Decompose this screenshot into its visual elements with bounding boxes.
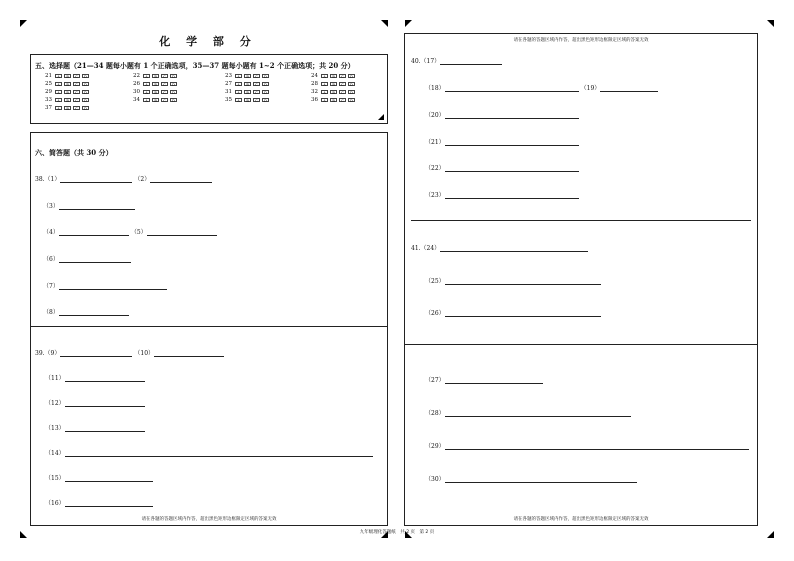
blank-10-line[interactable] [154,350,224,357]
q40-row-17 [411,56,502,65]
page-title: 化 学 部 分 [159,35,257,48]
choice-item-32 [307,89,357,95]
note-bottom-right: 请在各题的答题区域内作答，超出黑色矩形边框限定区域的答案无效 [513,517,649,522]
blank-1-label: （1） [44,176,61,183]
choice-option-bubble[interactable]: C [73,74,80,78]
choice-option-bubble[interactable]: A [55,74,62,78]
choice-item-34 [129,97,179,103]
choice-item-30 [129,89,179,95]
separator-line [411,220,751,221]
choice-item-29 [41,89,91,95]
extra-row-30 [425,474,637,483]
blank-2-label: （2） [134,176,151,183]
choice-option-bubble[interactable]: D [170,98,177,102]
q41-row-24 [411,243,588,252]
q38-row-8 [43,307,129,316]
choice-number: 34 [133,97,140,103]
q41-number: 41. [411,245,421,252]
blank-6-line[interactable] [59,256,131,263]
choice-option-bubble[interactable]: B [244,74,251,78]
blank-26-line[interactable] [445,310,601,317]
blank-26-label: （26） [425,310,445,317]
choice-option-bubble[interactable]: C [161,82,168,86]
blank-23-line[interactable] [445,192,579,199]
choice-option-bubble[interactable]: D [348,82,355,86]
extra-row-28 [425,408,631,417]
blank-16-line[interactable] [65,500,153,507]
choice-option-bubble[interactable]: D [348,98,355,102]
choice-number: 33 [45,97,52,103]
choice-option-bubble[interactable]: D [82,74,89,78]
choice-option-bubble[interactable]: C [73,90,80,94]
choice-option-bubble[interactable]: C [161,74,168,78]
choice-option-bubble[interactable]: C [161,90,168,94]
short-answer-section-38 [30,132,388,327]
blank-28-line[interactable] [445,410,631,417]
blank-27-line[interactable] [445,377,543,384]
choice-option-bubble[interactable]: A [235,82,242,86]
choice-option-bubble[interactable]: B [64,98,71,102]
blank-29-label: （29） [425,443,445,450]
extra-row-27 [425,375,543,384]
choice-option-bubble[interactable]: D [170,82,177,86]
choice-item-35 [221,97,271,103]
choice-option-bubble[interactable]: A [235,74,242,78]
q38-row-6 [43,254,131,263]
choice-option-bubble[interactable]: B [152,90,159,94]
blank-3-line[interactable] [59,203,135,210]
choice-option-bubble[interactable]: A [235,90,242,94]
short-answer-title: 六、简答题（共 30 分） [35,148,113,157]
choice-option-bubble[interactable]: D [82,82,89,86]
note-top-right: 请在各题的答题区域内作答，超出黑色矩形边框限定区域的答案无效 [513,38,649,43]
choice-title: 五、选择题（21—34 题每小题有 1 个正确选项，35—37 题每小题有 1~2 个正确选项；共 20 分） [35,61,355,70]
choice-option-bubble[interactable]: A [143,74,150,78]
page-footer: 九年级理化答题纸 共 2 页 第 2 页 [359,530,435,535]
choice-option-bubble[interactable]: D [170,90,177,94]
choice-option-bubble[interactable]: A [321,82,328,86]
choice-option-bubble[interactable]: A [143,98,150,102]
choice-option-bubble[interactable]: A [143,82,150,86]
right-upper-section [404,33,758,345]
blank-6-label: （6） [43,256,59,263]
q40-row-21 [425,137,579,146]
choice-option-bubble[interactable]: B [152,98,159,102]
blank-15-label: （15） [45,475,65,482]
choice-option-bubble[interactable]: C [253,90,260,94]
choice-item-31 [221,89,271,95]
blank-13-label: （13） [45,425,65,432]
blank-21-label: （21） [425,139,445,146]
q39-row-15 [45,473,153,482]
choice-item-27 [221,81,271,87]
blank-22-line[interactable] [445,165,579,172]
choice-number: 28 [311,81,318,87]
q39-row-9 [35,348,224,357]
blank-14-label: （14） [45,450,65,457]
blank-16-label: （16） [45,500,65,507]
choice-option-bubble[interactable]: C [339,82,346,86]
choice-option-bubble[interactable]: C [339,90,346,94]
choice-option-bubble[interactable]: D [82,90,89,94]
choice-item-21 [41,73,91,79]
blank-1-line[interactable] [60,176,132,183]
blank-9-label: （9） [44,350,61,357]
choice-item-22 [129,73,179,79]
choice-item-37 [41,105,91,111]
choice-option-bubble[interactable]: B [330,98,337,102]
right-lower-section [404,344,758,526]
blank-30-label: （30） [425,476,445,483]
blank-5-label: （5） [130,229,147,236]
q38-row-3 [43,201,135,210]
blank-25-label: （25） [425,278,445,285]
choice-option-bubble[interactable]: D [262,98,269,102]
q39-row-11 [45,373,145,382]
choice-option-bubble[interactable]: A [321,74,328,78]
q39-number: 39. [35,350,45,357]
blank-10-label: （10） [134,350,155,357]
choice-item-25 [41,81,91,87]
choice-option-bubble[interactable]: B [244,90,251,94]
choice-number: 27 [225,81,232,87]
blank-21-line[interactable] [445,139,579,146]
choice-option-bubble[interactable]: B [64,74,71,78]
choice-number: 36 [311,97,318,103]
blank-7-label: （7） [43,283,59,290]
choice-section [30,54,388,124]
extra-row-29 [425,441,749,450]
choice-option-bubble[interactable]: C [339,74,346,78]
choice-option-bubble[interactable]: A [143,90,150,94]
choice-option-bubble[interactable]: B [330,82,337,86]
corner-mark-top-mid-left [381,20,388,27]
choice-option-bubble[interactable]: B [64,106,71,110]
choice-option-bubble[interactable]: B [330,90,337,94]
corner-mark-bottom-right [767,531,774,538]
choice-option-bubble[interactable]: B [244,82,251,86]
q41-row-25 [425,276,601,285]
choice-option-bubble[interactable]: A [55,106,62,110]
choice-number: 35 [225,97,232,103]
blank-19-line[interactable] [600,85,658,92]
q40-row-22 [425,163,579,172]
choice-number: 31 [225,89,232,95]
corner-mark-top-right [767,20,774,27]
choice-number: 30 [133,89,140,95]
choice-item-23 [221,73,271,79]
choice-option-bubble[interactable]: C [339,98,346,102]
q39-row-13 [45,423,145,432]
choice-option-bubble[interactable]: B [64,90,71,94]
choice-number: 24 [311,73,318,79]
q39-row-12 [45,398,145,407]
choice-option-bubble[interactable]: D [348,90,355,94]
choice-number: 21 [45,73,52,79]
blank-25-line[interactable] [445,278,601,285]
corner-triangle [378,114,384,120]
q38-row-4 [43,227,217,236]
blank-3-label: （3） [43,203,59,210]
choice-option-bubble[interactable]: C [253,82,260,86]
choice-number: 25 [45,81,52,87]
blank-2-line[interactable] [150,176,212,183]
choice-number: 23 [225,73,232,79]
blank-15-line[interactable] [65,475,153,482]
blank-5-line[interactable] [147,229,217,236]
blank-7-line[interactable] [59,283,167,290]
blank-27-label: （27） [425,377,445,384]
choice-number: 22 [133,73,140,79]
blank-11-line[interactable] [65,375,145,382]
choice-option-bubble[interactable]: A [55,98,62,102]
corner-mark-top-left [20,20,27,27]
blank-22-label: （22） [425,165,445,172]
choice-option-bubble[interactable]: C [161,98,168,102]
choice-option-bubble[interactable]: D [82,106,89,110]
choice-option-bubble[interactable]: C [73,106,80,110]
choice-option-bubble[interactable]: D [262,90,269,94]
blank-28-label: （28） [425,410,445,417]
q39-row-14 [45,448,373,457]
blank-18-label: （18） [425,85,445,92]
q40-row-18 [425,83,658,92]
blank-17-line[interactable] [440,58,502,65]
choice-number: 29 [45,89,52,95]
blank-11-label: （11） [45,375,65,382]
choice-option-bubble[interactable]: A [55,82,62,86]
blank-18-line[interactable] [445,85,579,92]
choice-item-24 [307,73,357,79]
choice-option-bubble[interactable]: A [321,98,328,102]
blank-9-line[interactable] [60,350,132,357]
blank-24-label: （24） [420,245,441,252]
blank-29-line[interactable] [445,443,749,450]
blank-8-label: （8） [43,309,59,316]
blank-4-label: （4） [43,229,59,236]
blank-23-label: （23） [425,192,445,199]
blank-30-line[interactable] [445,476,637,483]
choice-item-26 [129,81,179,87]
choice-option-bubble[interactable]: D [82,98,89,102]
blank-4-line[interactable] [59,229,129,236]
q40-number: 40. [411,58,421,65]
blank-12-label: （12） [45,400,65,407]
choice-option-bubble[interactable]: B [330,74,337,78]
choice-number: 26 [133,81,140,87]
blank-19-label: （19） [580,85,601,92]
corner-mark-bottom-left [20,531,27,538]
choice-number: 32 [311,89,318,95]
choice-option-bubble[interactable]: B [64,82,71,86]
choice-option-bubble[interactable]: A [55,90,62,94]
choice-option-bubble[interactable]: D [262,74,269,78]
q40-row-23 [425,190,579,199]
blank-24-line[interactable] [440,245,588,252]
q40-row-20 [425,110,579,119]
blank-12-line[interactable] [65,400,145,407]
choice-item-33 [41,97,91,103]
choice-item-28 [307,81,357,87]
choice-option-bubble[interactable]: A [235,98,242,102]
q38-row-1 [35,174,212,183]
choice-option-bubble[interactable]: C [253,98,260,102]
note-bottom-left: 请在各题的答题区域内作答，超出黑色矩形边框限定区域的答案无效 [141,517,277,522]
blank-17-label: （17） [420,58,441,65]
choice-option-bubble[interactable]: B [152,74,159,78]
choice-option-bubble[interactable]: D [170,74,177,78]
blank-20-line[interactable] [445,112,579,119]
q41-row-26 [425,308,601,317]
choice-item-36 [307,97,357,103]
choice-number: 37 [45,105,52,111]
blank-13-line[interactable] [65,425,145,432]
choice-option-bubble[interactable]: C [73,82,80,86]
choice-option-bubble[interactable]: A [321,90,328,94]
choice-option-bubble[interactable]: C [253,74,260,78]
q39-row-16 [45,498,153,507]
short-answer-section-39 [30,326,388,526]
choice-option-bubble[interactable]: D [262,82,269,86]
choice-option-bubble[interactable]: B [244,98,251,102]
q38-row-7 [43,281,167,290]
choice-option-bubble[interactable]: B [152,82,159,86]
corner-mark-top-mid-right [405,20,412,27]
blank-14-line[interactable] [65,450,373,457]
choice-option-bubble[interactable]: D [348,74,355,78]
q38-number: 38. [35,176,45,183]
blank-8-line[interactable] [59,309,129,316]
choice-option-bubble[interactable]: C [73,98,80,102]
blank-20-label: （20） [425,112,445,119]
